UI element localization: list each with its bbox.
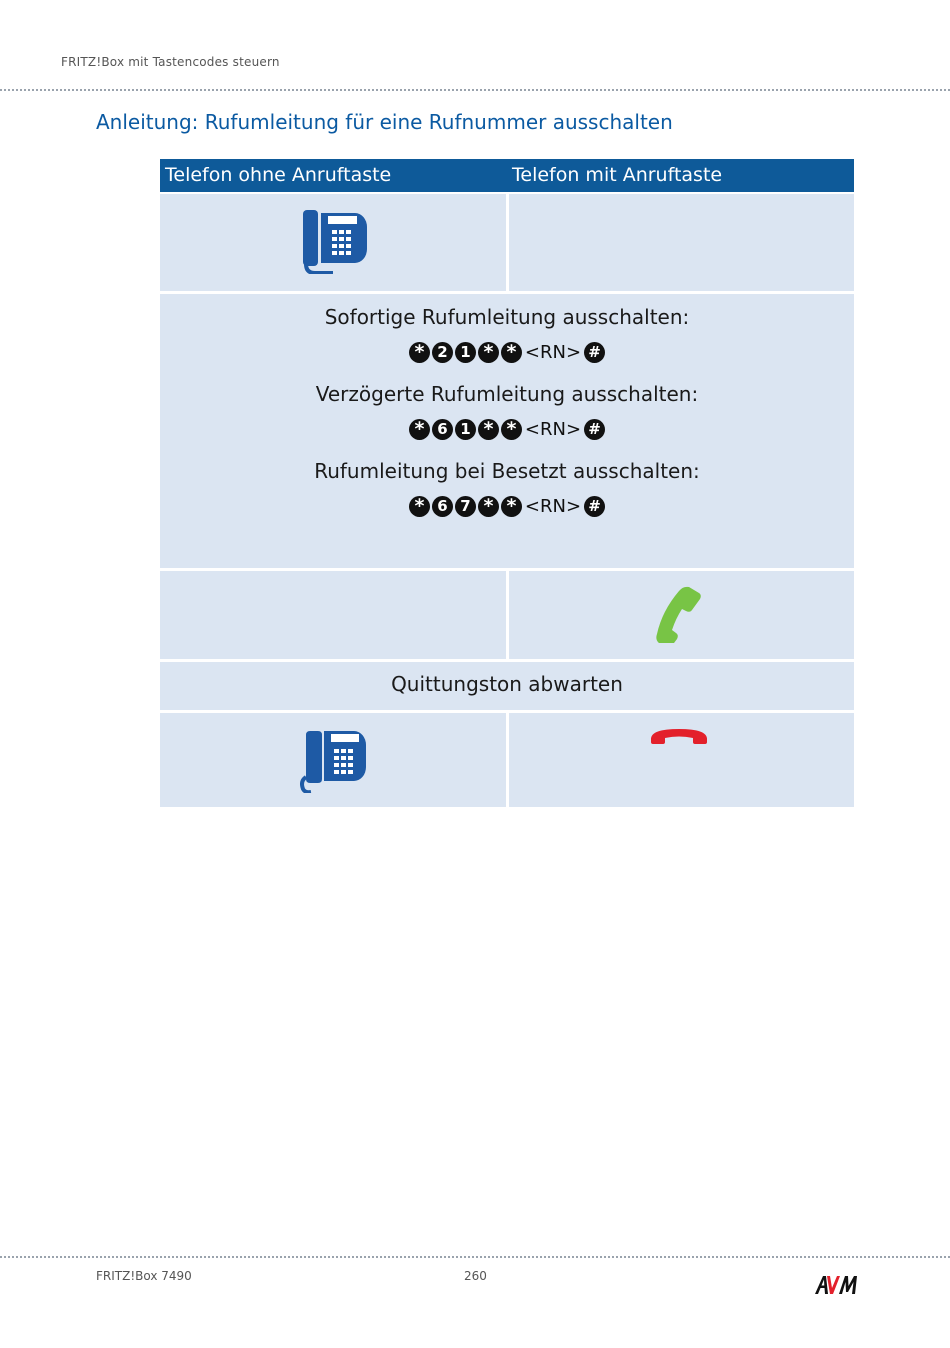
wait-instruction: Quittungston abwarten	[160, 662, 854, 710]
table-row-wait	[160, 662, 854, 713]
table-row-hang-up	[160, 713, 854, 807]
cell-empty-without-call-key	[160, 571, 506, 659]
key-star-icon: *	[409, 342, 430, 363]
table-row-call-key	[160, 571, 854, 662]
key-digit-icon: 6	[432, 496, 453, 517]
codes-cell	[160, 294, 854, 568]
key-digit-icon: 1	[455, 419, 476, 440]
running-header: FRITZ!Box mit Tastencodes steuern	[61, 55, 280, 69]
section-title: Anleitung: Rufumleitung für eine Rufnummer ausschalten	[96, 110, 673, 134]
page-number: 260	[464, 1269, 487, 1283]
key-digit-icon: 7	[455, 496, 476, 517]
column-header-with-call-key: Telefon mit Anruftaste	[512, 164, 723, 186]
avm-logo	[815, 1273, 859, 1299]
red-handset-icon	[649, 727, 709, 749]
desk-phone-icon	[301, 208, 367, 278]
key-sequence	[160, 337, 854, 367]
rn-placeholder: <RN>	[524, 495, 582, 517]
instruction-table	[160, 159, 854, 807]
cell-empty-with-call-key	[506, 194, 855, 291]
key-star-icon: *	[501, 419, 522, 440]
cell-call-key	[506, 571, 855, 659]
key-hash-icon: #	[584, 342, 605, 363]
key-digit-icon: 1	[455, 342, 476, 363]
key-star-icon: *	[409, 496, 430, 517]
key-star-icon: *	[501, 342, 522, 363]
key-digit-icon: 2	[432, 342, 453, 363]
key-star-icon: *	[478, 496, 499, 517]
cell-lift-handset	[160, 194, 506, 291]
instruction-label: Verzögerte Rufumleitung ausschalten:	[315, 382, 699, 406]
column-header-without-call-key: Telefon ohne Anruftaste	[165, 164, 392, 186]
rn-placeholder: <RN>	[524, 341, 582, 363]
desk-phone-hung-up-icon	[300, 727, 368, 797]
bottom-divider	[0, 1256, 950, 1258]
key-star-icon: *	[478, 342, 499, 363]
instruction-label: Sofortige Rufumleitung ausschalten:	[324, 305, 690, 329]
key-sequence	[160, 414, 854, 444]
table-header	[160, 159, 854, 194]
cell-end-key	[506, 713, 855, 807]
top-divider	[0, 89, 950, 91]
key-star-icon: *	[501, 496, 522, 517]
key-digit-icon: 6	[432, 419, 453, 440]
green-handset-icon	[655, 585, 705, 647]
table-row-lift-handset	[160, 194, 854, 294]
table-row-codes	[160, 294, 854, 571]
key-hash-icon: #	[584, 419, 605, 440]
footer-product: FRITZ!Box 7490	[96, 1269, 192, 1283]
rn-placeholder: <RN>	[524, 418, 582, 440]
key-star-icon: *	[478, 419, 499, 440]
key-sequence	[160, 491, 854, 521]
cell-hang-up	[160, 713, 506, 807]
instruction-label: Rufumleitung bei Besetzt ausschalten:	[314, 459, 700, 483]
key-hash-icon: #	[584, 496, 605, 517]
key-star-icon: *	[409, 419, 430, 440]
